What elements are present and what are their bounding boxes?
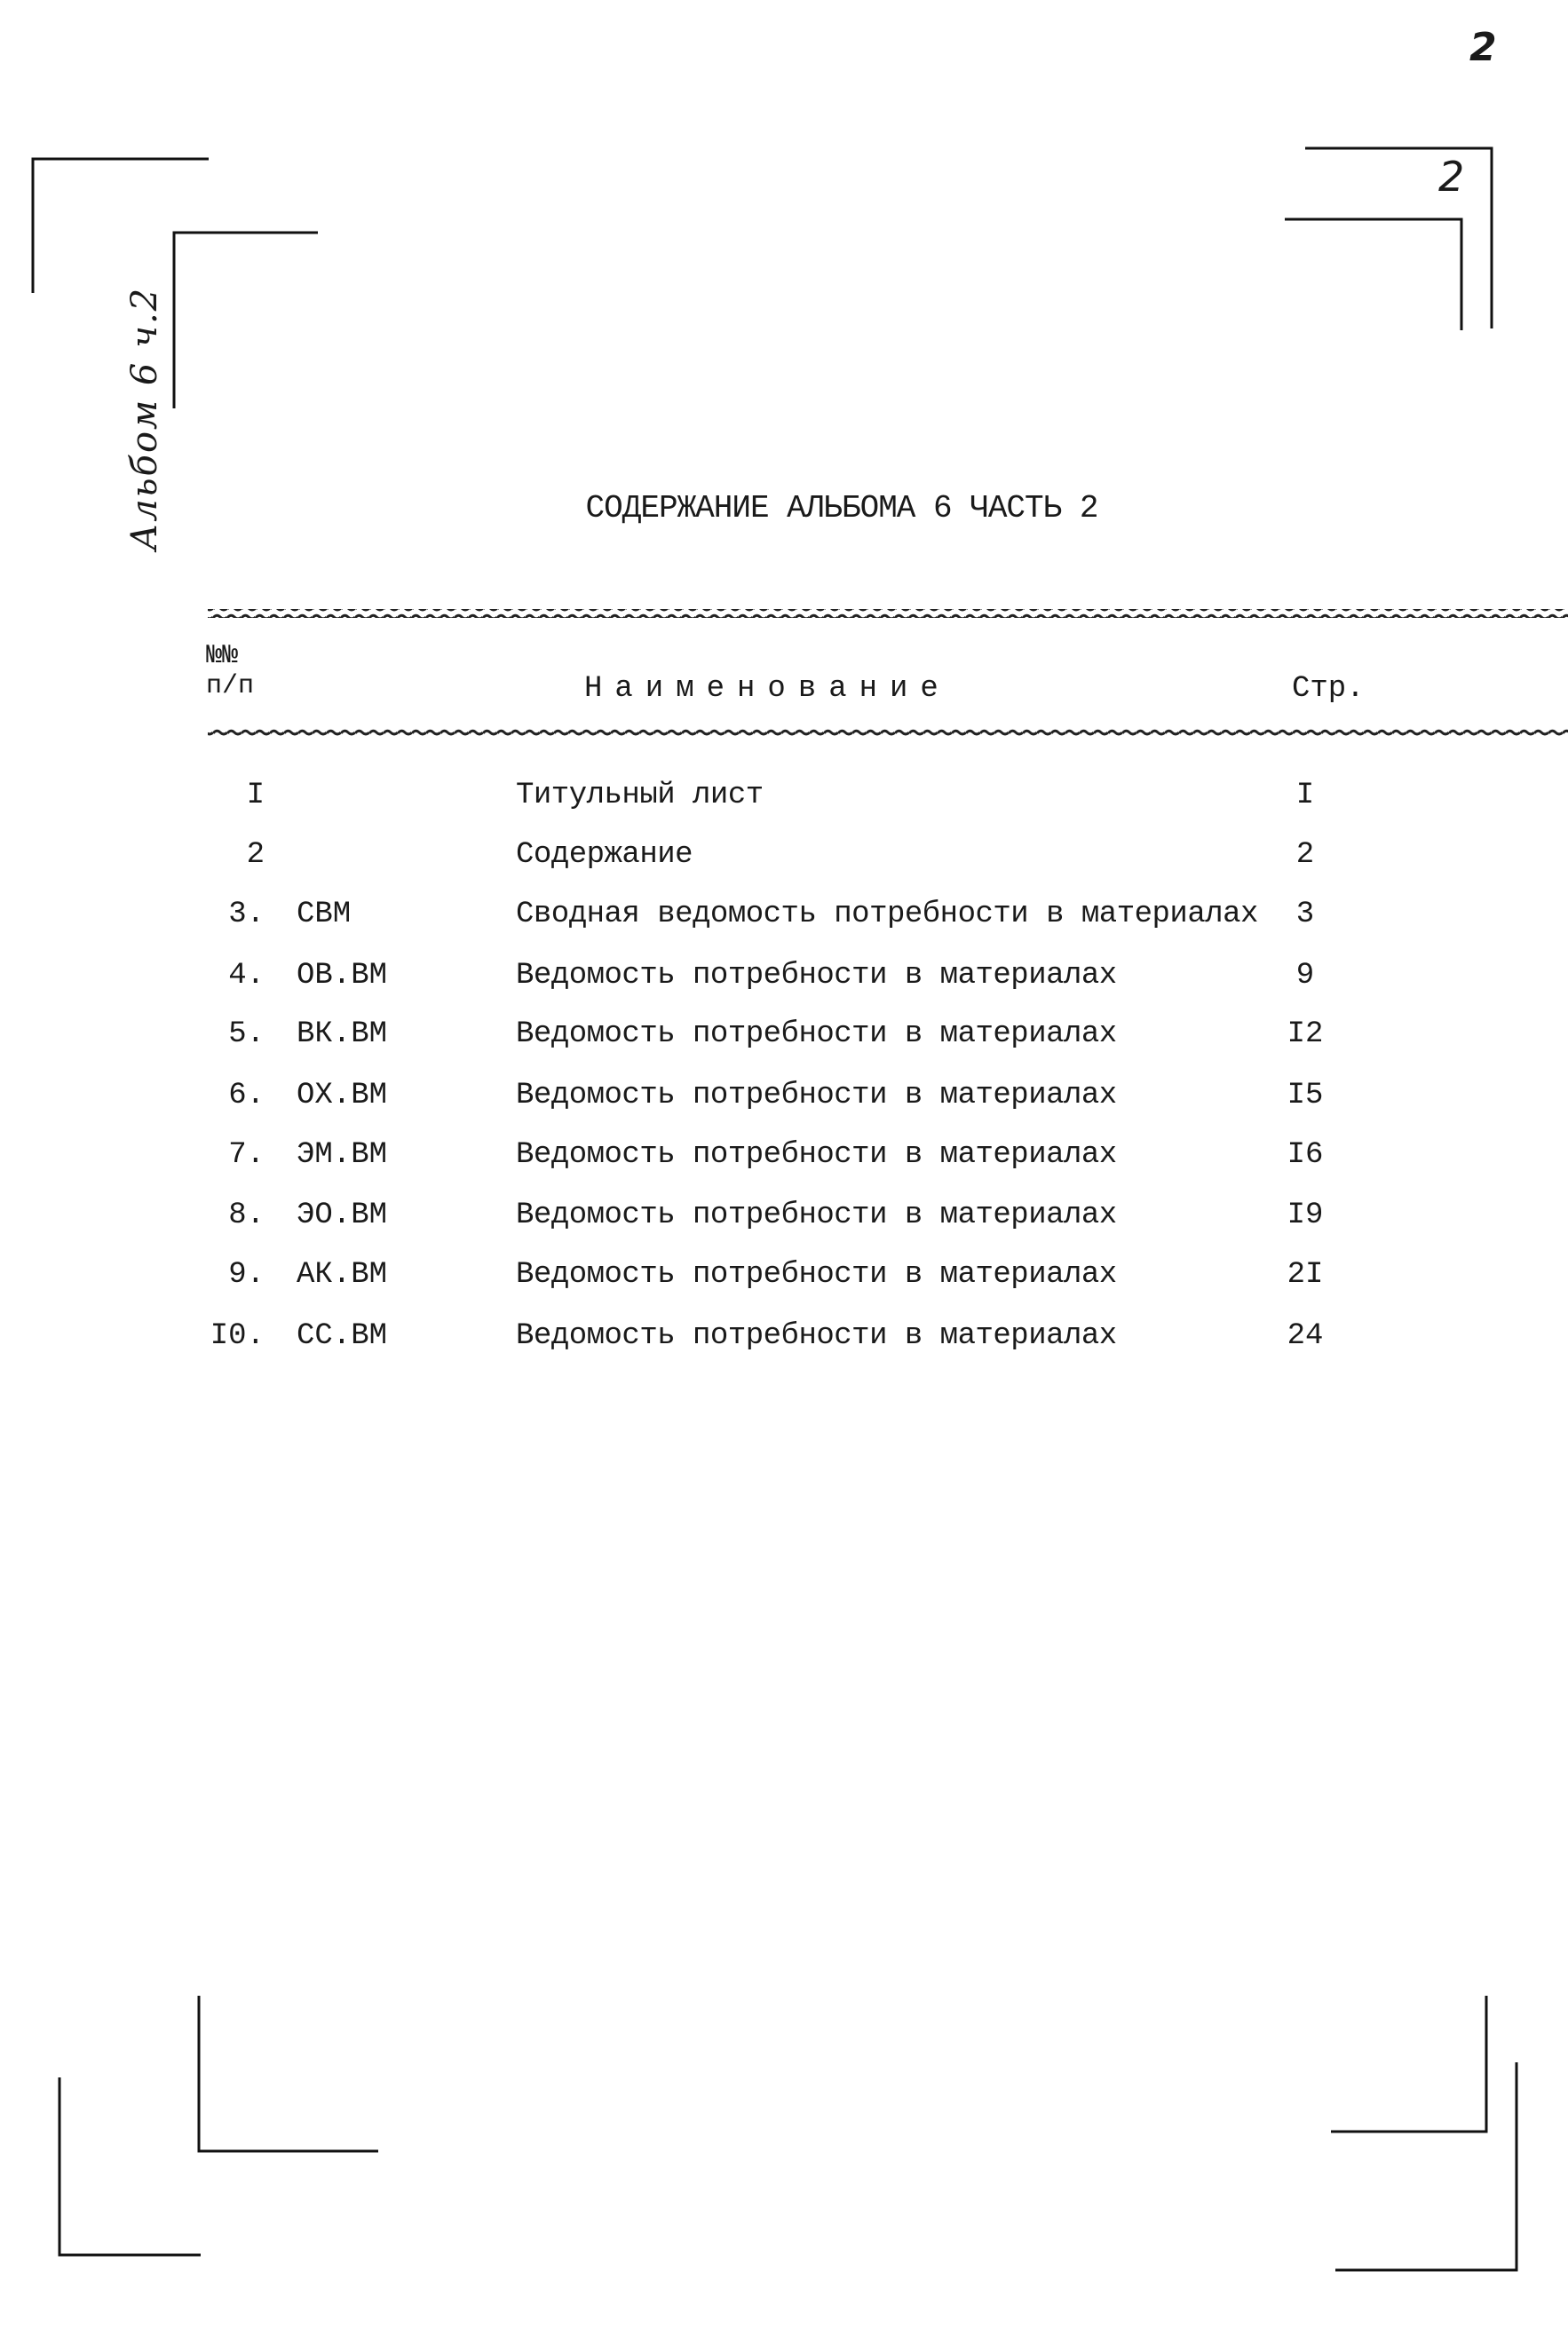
row-code: ЭМ.ВМ	[297, 1138, 388, 1172]
row-number: I	[246, 779, 265, 812]
table-row	[0, 1017, 1568, 1071]
document-title: СОДЕРЖАНИЕ АЛЬБОМА 6 ЧАСТЬ 2	[585, 490, 1098, 526]
table-row	[0, 1258, 1568, 1311]
table-row	[0, 779, 1568, 832]
row-name: Ведомость потребности в материалах	[516, 1258, 1117, 1292]
row-page: I5	[1287, 1079, 1324, 1112]
row-name: Ведомость потребности в материалах	[516, 959, 1117, 993]
row-number: 6.	[228, 1079, 265, 1112]
row-name: Ведомость потребности в материалах	[516, 1079, 1117, 1112]
row-code: СВМ	[297, 898, 352, 931]
row-page: 2I	[1287, 1258, 1324, 1292]
header-number	[206, 641, 254, 701]
row-name: Сводная ведомость потребности в материалах	[516, 898, 1258, 931]
row-page: I2	[1287, 1017, 1324, 1051]
table-row	[0, 1079, 1568, 1132]
header-name: Наименование	[584, 672, 951, 706]
row-name: Ведомость потребности в материалах	[516, 1138, 1117, 1172]
row-page: I9	[1287, 1199, 1324, 1232]
boxed-page-number: 2	[1438, 153, 1465, 201]
row-page: 24	[1287, 1319, 1324, 1353]
row-code: АК.ВМ	[297, 1258, 388, 1292]
handwritten-side-note: Альбом 6 ч.2	[124, 286, 165, 550]
header-page: Стр.	[1292, 672, 1365, 706]
row-number: 2	[246, 838, 265, 872]
header-top-rule	[208, 609, 1568, 618]
row-number: I0.	[210, 1319, 265, 1353]
row-code: ЭО.ВМ	[297, 1199, 388, 1232]
row-name: Ведомость потребности в материалах	[516, 1319, 1117, 1353]
header-number-symbol: №№	[206, 641, 239, 671]
row-page: I	[1295, 779, 1315, 812]
row-code: СС.ВМ	[297, 1319, 388, 1353]
row-number: 5.	[228, 1017, 265, 1051]
row-name: Содержание	[516, 838, 693, 872]
table-row	[0, 898, 1568, 951]
row-number: 7.	[228, 1138, 265, 1172]
row-number: 3.	[228, 898, 265, 931]
table-row	[0, 959, 1568, 1012]
row-code: ВК.ВМ	[297, 1017, 388, 1051]
page-number: 2	[1469, 25, 1497, 70]
table-row	[0, 1138, 1568, 1191]
table-row	[0, 838, 1568, 891]
table-row	[0, 1319, 1568, 1373]
row-page: I6	[1287, 1138, 1324, 1172]
row-name: Ведомость потребности в материалах	[516, 1017, 1117, 1051]
header-number-label: п/п	[206, 671, 255, 701]
row-number: 8.	[228, 1199, 265, 1232]
row-page: 3	[1295, 898, 1315, 931]
header-bottom-rule	[208, 728, 1568, 737]
table-row	[0, 1199, 1568, 1252]
row-name: Ведомость потребности в материалах	[516, 1199, 1117, 1232]
row-code: ОВ.ВМ	[297, 959, 388, 993]
row-name: Титульный лист	[516, 779, 764, 812]
row-code: ОХ.ВМ	[297, 1079, 388, 1112]
row-page: 9	[1295, 959, 1315, 993]
row-number: 9.	[228, 1258, 265, 1292]
row-number: 4.	[228, 959, 265, 993]
row-page: 2	[1295, 838, 1315, 872]
